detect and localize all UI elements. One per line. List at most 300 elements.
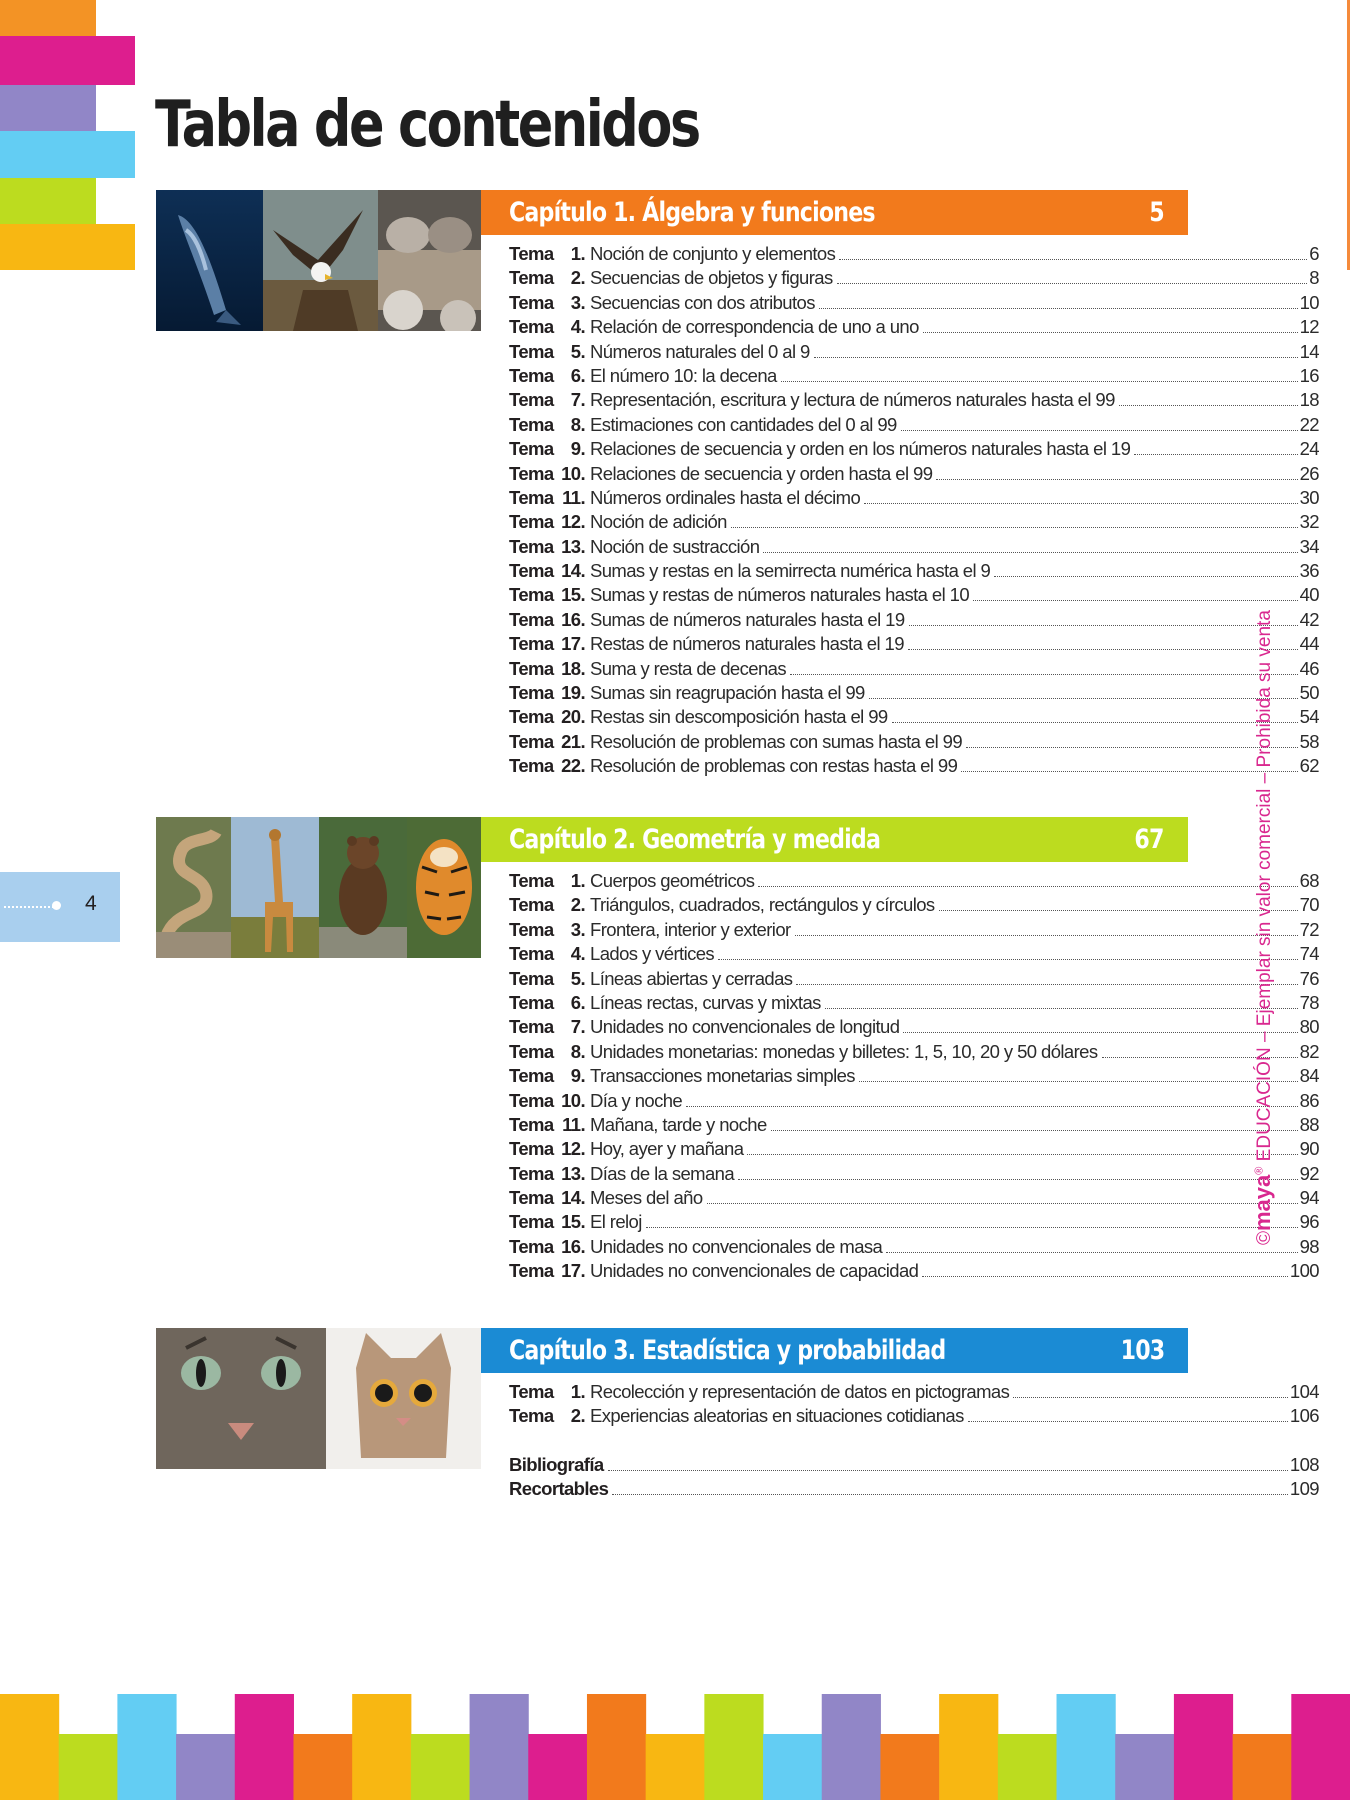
topic-title: Relación de correspondencia de uno a uno [590, 316, 919, 338]
toc-entry[interactable] [509, 657, 1319, 681]
dot-leader [758, 886, 1297, 887]
giraffe-photo [231, 817, 319, 958]
topic-title: Representación, escritura y lectura de números naturales hasta el 99 [590, 389, 1115, 411]
topic-label: Tema [509, 1211, 554, 1233]
chapter-page: 103 [1120, 1335, 1164, 1366]
topic-number: 3. [570, 918, 585, 940]
topic-number: 15. [561, 584, 585, 606]
topic-label: Tema [509, 991, 554, 1013]
toc-entry[interactable] [509, 388, 1319, 412]
topic-number: 13. [561, 535, 585, 557]
topic-number: 5. [570, 340, 585, 362]
topic-title: Suma y resta de decenas [590, 657, 786, 679]
dot-leader [747, 1154, 1297, 1155]
topic-title: Unidades monetarias: monedas y billetes: 1, 5, 10, 20 y 50 dólares [590, 1040, 1098, 1062]
topic-page: 32 [1299, 511, 1319, 533]
topic-title: Unidades no convencionales de longitud [590, 1016, 900, 1038]
topic-number: 2. [570, 267, 585, 289]
topic-page: 76 [1299, 967, 1319, 989]
dot-leader [936, 479, 1297, 480]
topic-page: 42 [1299, 608, 1319, 630]
topic-number: 14. [561, 1187, 585, 1209]
topic-page: 78 [1299, 991, 1319, 1013]
toc-entry[interactable] [509, 486, 1319, 510]
chapter-3-header[interactable] [481, 1328, 1188, 1373]
dotted-line [4, 906, 54, 908]
topic-title: Hoy, ayer y mañana [590, 1138, 744, 1160]
toc-entry[interactable] [509, 608, 1319, 632]
topic-title: Líneas rectas, curvas y mixtas [590, 991, 821, 1013]
dot-leader [901, 430, 1298, 431]
topic-page: 26 [1299, 462, 1319, 484]
topic-number: 20. [561, 706, 585, 728]
topic-title: Unidades no convencionales de capacidad [590, 1260, 919, 1282]
topic-number: 3. [570, 291, 585, 313]
cat-closeup-photo [156, 1328, 326, 1469]
dot-leader [886, 1252, 1297, 1253]
dot-leader [837, 283, 1308, 284]
topic-title: Días de la semana [590, 1162, 735, 1184]
topic-label: Tema [509, 633, 554, 655]
topic-page: 54 [1299, 706, 1319, 728]
dot-leader [864, 503, 1297, 504]
toc-entry[interactable] [509, 291, 1319, 315]
topic-title: Noción de sustracción [590, 535, 760, 557]
topic-number: 2. [570, 1405, 585, 1427]
toc-entry[interactable] [509, 1064, 1319, 1088]
topic-page: 10 [1299, 291, 1319, 313]
dot-leader [909, 625, 1298, 626]
topic-title: El reloj [590, 1211, 642, 1233]
extra-label: Bibliografía [509, 1453, 604, 1475]
topic-title: Relaciones de secuencia y orden hasta el 99 [590, 462, 933, 484]
topic-page: 18 [1299, 389, 1319, 411]
topic-label: Tema [509, 1187, 554, 1209]
chapter-1 [156, 190, 1319, 790]
topic-page: 80 [1299, 1016, 1319, 1038]
topic-label: Tema [509, 1405, 554, 1427]
topic-label: Tema [509, 730, 554, 752]
dot-leader [738, 1179, 1298, 1180]
topic-page: 82 [1299, 1040, 1319, 1062]
chapter-title: Capítulo 3. Estadística y probabilidad [509, 1335, 946, 1366]
topic-label: Tema [509, 438, 554, 460]
topic-number: 7. [570, 1016, 585, 1038]
topic-title: Números naturales del 0 al 9 [590, 340, 810, 362]
copyright-symbol: © [1254, 1231, 1275, 1245]
toc-entry[interactable] [509, 1380, 1319, 1404]
topic-label: Tema [509, 291, 554, 313]
pattern-block [939, 1694, 998, 1800]
color-strip-lime [0, 178, 96, 224]
topic-label: Tema [509, 967, 554, 989]
topic-page: 70 [1299, 894, 1319, 916]
toc-entry[interactable] [509, 242, 1319, 266]
topic-number: 8. [570, 413, 585, 435]
topic-number: 5. [570, 967, 585, 989]
topic-page: 92 [1299, 1162, 1319, 1184]
color-strip-yellow [0, 224, 135, 270]
maya-logo: maya [1250, 1174, 1275, 1231]
toc-entry[interactable] [509, 893, 1319, 917]
topic-number: 15. [561, 1211, 585, 1233]
toc-entry[interactable] [509, 1089, 1319, 1113]
dot-leader [795, 935, 1298, 936]
topic-page: 88 [1299, 1113, 1319, 1135]
topic-page: 96 [1299, 1211, 1319, 1233]
topic-title: Sumas y restas de números naturales hasta el 10 [590, 584, 970, 606]
toc-extra-entry[interactable] [509, 1477, 1319, 1501]
topic-label: Tema [509, 1138, 554, 1160]
toc-extra-entry[interactable] [509, 1453, 1319, 1477]
chapter-2-topics [509, 869, 1319, 1284]
topic-title: Números ordinales hasta el décimo [590, 486, 861, 508]
pattern-block [763, 1734, 822, 1800]
chapter-1-header[interactable] [481, 190, 1188, 235]
topic-number: 17. [561, 633, 585, 655]
pattern-block [235, 1694, 294, 1800]
topic-title: Estimaciones con cantidades del 0 al 99 [590, 413, 897, 435]
dot-leader [646, 1227, 1298, 1228]
topic-label: Tema [509, 918, 554, 940]
topic-page: 72 [1299, 918, 1319, 940]
registered-mark: ® [1253, 1166, 1266, 1175]
topic-number: 14. [561, 560, 585, 582]
pattern-block [646, 1734, 705, 1800]
dot-leader [939, 910, 1298, 911]
pattern-block [293, 1734, 352, 1800]
topic-label: Tema [509, 267, 554, 289]
topic-title: Resolución de problemas con sumas hasta el 99 [590, 730, 963, 752]
toc-entry[interactable] [509, 942, 1319, 966]
topic-title: Noción de conjunto y elementos [590, 243, 836, 264]
topic-label: Tema [509, 560, 554, 582]
dot-leader [908, 649, 1298, 650]
pattern-block [528, 1734, 587, 1800]
dot-leader [790, 674, 1298, 675]
toc-entry[interactable] [509, 918, 1319, 942]
dot-leader [771, 1130, 1298, 1131]
topic-title: Restas sin descomposición hasta el 99 [590, 706, 888, 728]
topic-title: Lados y vértices [590, 943, 715, 965]
chapter-title: Capítulo 1. Álgebra y funciones [509, 197, 875, 228]
topic-title: Sumas de números naturales hasta el 19 [590, 608, 905, 630]
toc-entry[interactable] [509, 1137, 1319, 1161]
topic-title: Sumas y restas en la semirrecta numérica hasta el 9 [590, 560, 991, 582]
dot-leader [968, 1421, 1288, 1422]
topic-label: Tema [509, 943, 554, 965]
toc-entry[interactable] [509, 1235, 1319, 1259]
topic-title: Cuerpos geométricos [590, 870, 755, 891]
pattern-block [822, 1694, 881, 1800]
dot-leader [718, 959, 1298, 960]
topic-label: Tema [509, 894, 554, 916]
toc-entry[interactable] [509, 1113, 1319, 1137]
topic-label: Tema [509, 584, 554, 606]
pattern-block [998, 1734, 1057, 1800]
dot-leader [869, 698, 1298, 699]
topic-page: 106 [1289, 1405, 1319, 1427]
snake-photo [156, 817, 231, 958]
toc-entry[interactable] [509, 413, 1319, 437]
bear-photo [319, 817, 407, 958]
dot-leader [825, 1008, 1298, 1009]
dot-leader [1013, 1397, 1288, 1398]
pattern-block [176, 1734, 235, 1800]
topic-label: Tema [509, 1162, 554, 1184]
topic-label: Tema [509, 1260, 554, 1282]
toc-entry[interactable] [509, 364, 1319, 388]
topic-title: Transacciones monetarias simples [590, 1065, 855, 1087]
dot-leader [1119, 405, 1298, 406]
topic-label: Tema [509, 1235, 554, 1257]
topic-number: 13. [561, 1162, 585, 1184]
topic-label: Tema [509, 389, 554, 411]
toc-entry[interactable] [509, 559, 1319, 583]
dot-leader [608, 1470, 1288, 1471]
tiger-photo [407, 817, 481, 958]
chapter-3-topics [509, 1380, 1319, 1502]
topic-page: 98 [1299, 1235, 1319, 1257]
dot-leader [763, 552, 1297, 553]
topic-title: Secuencias con dos atributos [590, 291, 815, 313]
extra-page: 109 [1289, 1478, 1319, 1500]
topic-label: Tema [509, 1089, 554, 1111]
topic-title: Frontera, interior y exterior [590, 918, 791, 940]
topic-label: Tema [509, 657, 554, 679]
toc-entry[interactable] [509, 754, 1319, 778]
topic-page: 86 [1299, 1089, 1319, 1111]
pattern-block [1174, 1694, 1233, 1800]
topic-number: 12. [561, 1138, 585, 1160]
topic-page: 44 [1299, 633, 1319, 655]
topic-number: 11. [562, 486, 585, 508]
topic-page: 74 [1299, 943, 1319, 965]
topic-title: Restas de números naturales hasta el 19 [590, 633, 904, 655]
chapter-page: 5 [1149, 197, 1164, 228]
toc-entry[interactable] [509, 1404, 1319, 1428]
topic-number: 6. [570, 364, 585, 386]
surprised-cat-photo [326, 1328, 481, 1469]
chapter-1-images [156, 190, 481, 331]
toc-entry[interactable] [509, 730, 1319, 754]
toc-entry[interactable] [509, 1259, 1319, 1283]
topic-label: Tema [509, 243, 554, 264]
topic-number: 19. [561, 682, 585, 704]
topic-number: 12. [561, 511, 585, 533]
topic-title: Noción de adición [590, 511, 727, 533]
topic-label: Tema [509, 462, 554, 484]
dot-leader [839, 259, 1307, 260]
eagle-photo [263, 190, 378, 331]
topic-number: 4. [570, 316, 585, 338]
toc-entry[interactable] [509, 1015, 1319, 1039]
topic-label: Tema [509, 682, 554, 704]
toc-entry[interactable] [509, 1040, 1319, 1064]
dot-leader [796, 984, 1297, 985]
toc-entry[interactable] [509, 869, 1319, 893]
topic-page: 84 [1299, 1065, 1319, 1087]
topic-label: Tema [509, 486, 554, 508]
pattern-block [1115, 1734, 1174, 1800]
topic-title: Experiencias aleatorias en situaciones cotidianas [590, 1405, 964, 1427]
topic-number: 1. [570, 243, 585, 264]
topic-title: Meses del año [590, 1187, 703, 1209]
pattern-block [1057, 1694, 1116, 1800]
topic-title: Recolección y representación de datos en pictogramas [590, 1381, 1010, 1402]
chapter-1-topics [509, 242, 1319, 779]
topic-page: 24 [1299, 438, 1319, 460]
color-strip-purple [0, 85, 96, 131]
pattern-block [117, 1694, 176, 1800]
topic-title: Relaciones de secuencia y orden en los números naturales hasta el 19 [590, 438, 1131, 460]
dot-leader [973, 600, 1298, 601]
topic-page: 94 [1299, 1187, 1319, 1209]
dot-leader [903, 1032, 1297, 1033]
topic-label: Tema [509, 1065, 554, 1087]
topic-title: Día y noche [590, 1089, 683, 1111]
toc-entry[interactable] [509, 510, 1319, 534]
toc-entry[interactable] [509, 681, 1319, 705]
dot-leader [922, 1276, 1288, 1277]
topic-label: Tema [509, 1040, 554, 1062]
topic-number: 16. [561, 1235, 585, 1257]
toc-entry[interactable] [509, 1162, 1319, 1186]
pattern-block [880, 1734, 939, 1800]
topic-page: 14 [1299, 340, 1319, 362]
topic-page: 30 [1299, 486, 1319, 508]
dot-leader [819, 308, 1298, 309]
chapter-page: 67 [1134, 824, 1164, 855]
chapter-2-images [156, 817, 481, 958]
topic-page: 40 [1299, 584, 1319, 606]
toc-entry[interactable] [509, 340, 1319, 364]
chapter-3-images [156, 1328, 481, 1469]
toc-entry[interactable] [509, 315, 1319, 339]
toc-entry[interactable] [509, 1186, 1319, 1210]
topic-number: 4. [570, 943, 585, 965]
toc-entry[interactable] [509, 967, 1319, 991]
pattern-block [411, 1734, 470, 1800]
topic-title: Triángulos, cuadrados, rectángulos y círculos [590, 894, 935, 916]
dot-leader [892, 722, 1298, 723]
pattern-block [0, 1694, 59, 1800]
topic-number: 16. [561, 608, 585, 630]
topic-page: 46 [1299, 657, 1319, 679]
topic-page: 6 [1309, 243, 1319, 264]
topic-title: Líneas abiertas y cerradas [590, 967, 793, 989]
topic-number: 6. [570, 991, 585, 1013]
extra-page: 108 [1289, 1453, 1319, 1475]
topic-page: 104 [1289, 1381, 1319, 1402]
topic-number: 1. [570, 1381, 585, 1402]
topic-page: 12 [1299, 316, 1319, 338]
topic-label: Tema [509, 316, 554, 338]
spacer [509, 1429, 1319, 1453]
toc-entry[interactable] [509, 1210, 1319, 1234]
dot-leader [923, 332, 1298, 333]
pattern-block [470, 1694, 529, 1800]
pattern-block [587, 1694, 646, 1800]
topic-title: Secuencias de objetos y figuras [590, 267, 833, 289]
kittens-photo [378, 190, 481, 331]
toc-entry[interactable] [509, 632, 1319, 656]
topic-title: El número 10: la decena [590, 364, 777, 386]
topic-label: Tema [509, 511, 554, 533]
pattern-block [352, 1694, 411, 1800]
topic-number: 9. [570, 438, 585, 460]
toc-entry[interactable] [509, 705, 1319, 729]
toc-entry[interactable] [509, 437, 1319, 461]
topic-label: Tema [509, 608, 554, 630]
dot-leader [814, 357, 1298, 358]
topic-page: 34 [1299, 535, 1319, 557]
pattern-block [59, 1734, 118, 1800]
page-number-tab [0, 872, 120, 942]
topic-number: 22. [561, 755, 585, 777]
dot-icon [52, 901, 61, 910]
topic-number: 2. [570, 894, 585, 916]
dot-leader [781, 381, 1298, 382]
topic-page: 90 [1299, 1138, 1319, 1160]
topic-page: 22 [1299, 413, 1319, 435]
dot-leader [859, 1081, 1298, 1082]
pattern-block [1233, 1734, 1292, 1800]
topic-page: 50 [1299, 682, 1319, 704]
topic-number: 18. [561, 657, 585, 679]
dot-leader [707, 1203, 1298, 1204]
topic-label: Tema [509, 755, 554, 777]
pattern-block [1291, 1694, 1350, 1800]
color-strip-orange [0, 0, 96, 36]
topic-title: Resolución de problemas con restas hasta el 99 [590, 755, 958, 777]
copyright-notice [1250, 485, 1282, 1245]
pattern-block [704, 1694, 763, 1800]
topic-title: Unidades no convencionales de masa [590, 1235, 883, 1257]
topic-page: 36 [1299, 560, 1319, 582]
topic-label: Tema [509, 340, 554, 362]
color-strip-magenta [0, 36, 135, 85]
page-number: 4 [85, 892, 97, 915]
toc-entry[interactable] [509, 462, 1319, 486]
chapter-2-header[interactable] [481, 817, 1188, 862]
topic-label: Tema [509, 706, 554, 728]
page-title: Tabla de contenidos [155, 88, 699, 162]
dot-leader [686, 1106, 1297, 1107]
topic-page: 8 [1309, 267, 1319, 289]
toc-entry[interactable] [509, 266, 1319, 290]
topic-label: Tema [509, 1016, 554, 1038]
topic-title: Sumas sin reagrupación hasta el 99 [590, 682, 865, 704]
dot-leader [966, 747, 1298, 748]
bottom-color-pattern [0, 1694, 1350, 1800]
topic-label: Tema [509, 364, 554, 386]
topic-label: Tema [509, 1381, 554, 1402]
dot-leader [731, 527, 1298, 528]
topic-number: 8. [570, 1040, 585, 1062]
dot-leader [961, 771, 1297, 772]
toc-entry[interactable] [509, 583, 1319, 607]
topic-number: 7. [570, 389, 585, 411]
chapter-3 [156, 1328, 1319, 1528]
topic-number: 11. [562, 1113, 585, 1135]
topic-label: Tema [509, 870, 554, 891]
topic-number: 1. [570, 870, 585, 891]
toc-entry[interactable] [509, 991, 1319, 1015]
topic-label: Tema [509, 413, 554, 435]
toc-entry[interactable] [509, 535, 1319, 559]
topic-number: 17. [561, 1260, 585, 1282]
